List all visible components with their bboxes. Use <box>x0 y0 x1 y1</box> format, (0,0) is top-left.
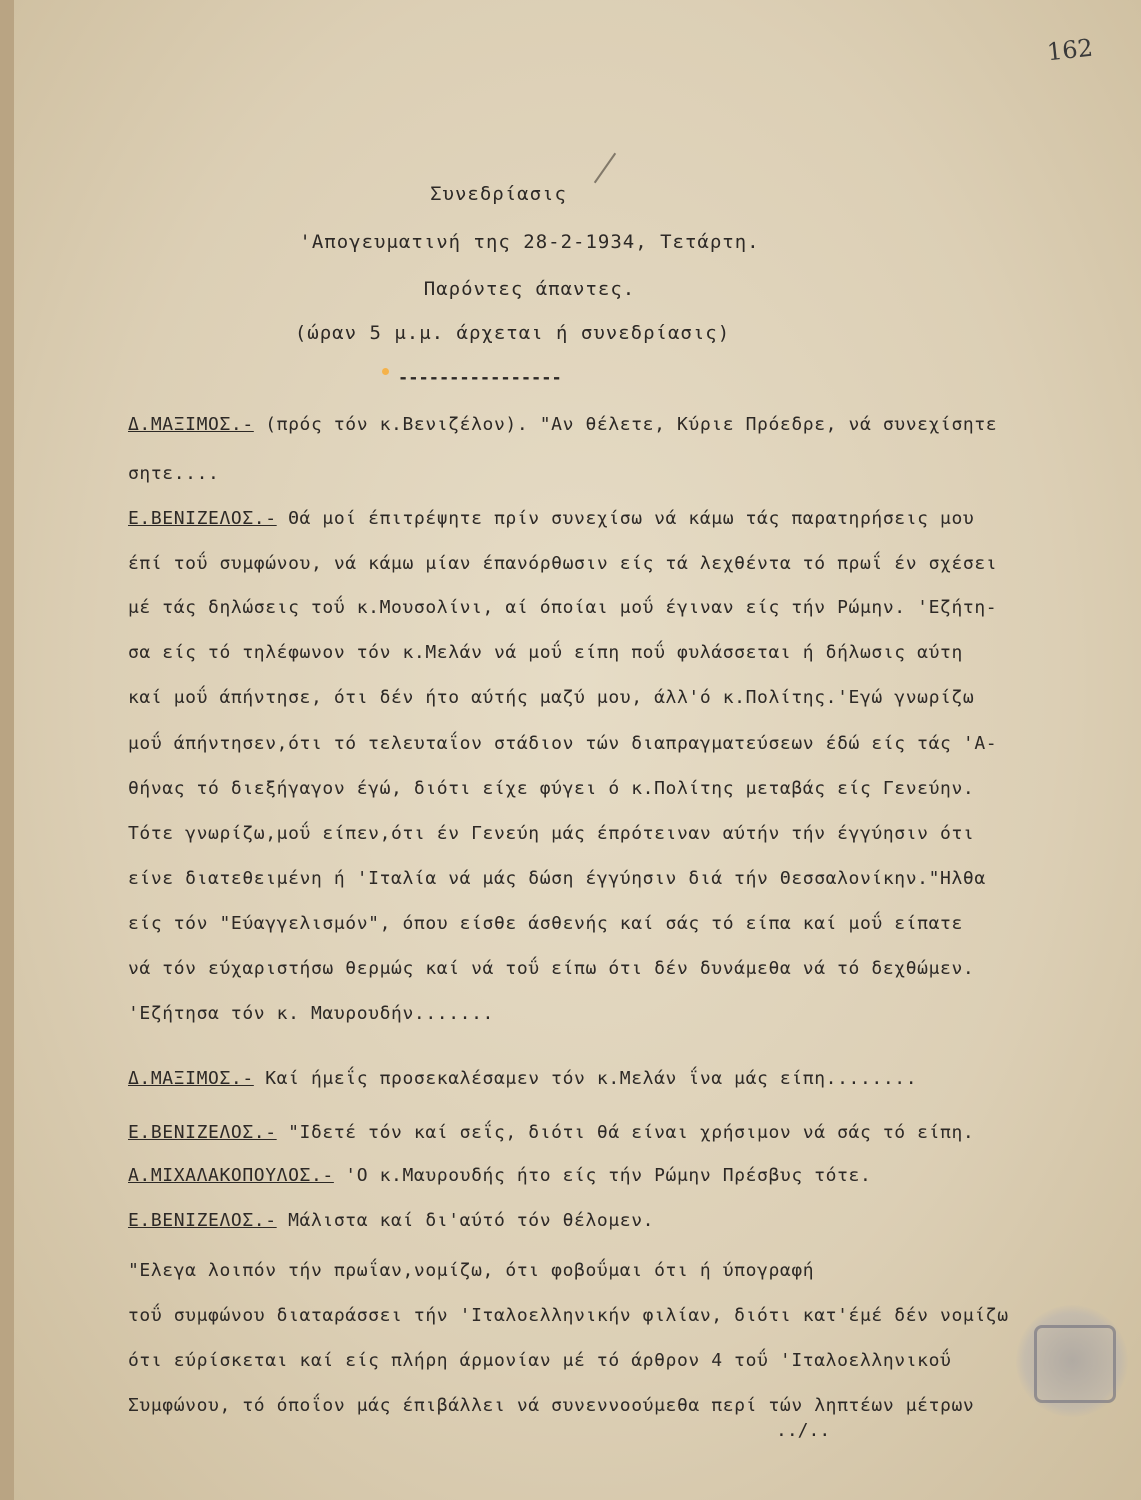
transcript-line <box>128 1068 917 1089</box>
transcript-line <box>128 1210 654 1231</box>
transcript-line <box>128 1260 814 1281</box>
speech-text: είνε διατεθειμένη ή 'Ιταλία νά μάς δώση έγγύησιν διά τήν Θεσσαλονίκην."Ηλθα <box>128 868 986 889</box>
speech-text: "Ιδετέ τόν καί σεΐς, διότι θά είναι χρήσιμον νά σάς τό είπη. <box>276 1122 975 1143</box>
speech-text: Μάλιστα καί δι'αύτό τόν θέλομεν. <box>276 1210 655 1231</box>
transcript-line <box>128 1122 974 1143</box>
transcript-line <box>128 642 963 663</box>
transcript-line <box>128 1305 1009 1326</box>
transcript-line <box>128 553 997 574</box>
speaker-name: Ε.ΒΕΝΙΖΕΛΟΣ.- <box>128 508 277 529</box>
attendance-line: Παρόντες άπαντες. <box>423 278 636 300</box>
speech-text: 'Εζήτησα τόν κ. Μαυρουδήν....... <box>128 1003 494 1024</box>
session-title: Συνεδρίασις <box>430 183 567 205</box>
separator-rule: ---------------- <box>398 368 562 388</box>
speech-text: σητε.... <box>128 463 220 484</box>
transcript-line <box>128 958 974 979</box>
transcript-line <box>128 597 997 618</box>
speech-text: μοΰ άπήντησεν,ότι τό τελευταΐον στάδιον τών διαπραγματεύσεων έδώ είς τάς 'Α- <box>128 733 998 754</box>
speech-text: τοΰ συμφώνου διαταράσσει τήν 'Ιταλοελληνικήν φιλίαν, διότι κατ'έμέ δέν νομίζω <box>128 1305 1009 1326</box>
transcript-line <box>128 687 974 708</box>
start-time-line: (ώραν 5 μ.μ. άρχεται ή συνεδρίασις) <box>294 322 731 344</box>
speech-text: 'Ο κ.Μαυρουδής ήτο είς τήν Ρώμην Πρέσβυς τότε. <box>333 1165 872 1186</box>
transcript-line <box>128 1395 974 1416</box>
speech-text: Θά μοί έπιτρέψητε πρίν συνεχίσω νά κάμω τάς παρατηρήσεις μου <box>276 508 975 529</box>
transcript-line <box>128 508 974 529</box>
transcript-line <box>128 463 220 484</box>
speech-text: έπί τοΰ συμφώνου, νά κάμω μίαν έπανόρθωσιν είς τά λεχθέντα τό πρωΐ έν σχέσει <box>128 553 998 574</box>
speaker-name: Δ.ΜΑΞΙΜΟΣ.- <box>128 414 254 435</box>
transcript-line <box>128 778 974 799</box>
speech-text: νά τόν εύχαριστήσω θερμώς καί νά τοΰ είπω ότι δέν δυνάμεθα νά τό δεχθώμεν. <box>128 958 975 979</box>
speaker-name: Ε.ΒΕΝΙΖΕΛΟΣ.- <box>128 1122 277 1143</box>
transcript-line <box>128 823 974 844</box>
speech-text: "Ελεγα λοιπόν τήν πρωΐαν,νομίζω, ότι φοβοΰμαι ότι ή ύπογραφή <box>128 1260 815 1281</box>
speech-text: Τότε γνωρίζω,μοΰ είπεν,ότι έν Γενεύη μάς έπρότειναν αύτήν τήν έγγύησιν ότι <box>128 823 975 844</box>
speaker-name: Δ.ΜΑΞΙΜΟΣ.- <box>128 1068 254 1089</box>
speech-text: θήνας τό διεξήγαγον έγώ, διότι είχε φύγει ό κ.Πολίτης μεταβάς είς Γενεύην. <box>128 778 975 799</box>
archive-stamp <box>1016 1305 1128 1417</box>
speech-text: Καί ήμεΐς προσεκαλέσαμεν τόν κ.Μελάν ΐνα μάς είπη........ <box>253 1068 918 1089</box>
speech-text: σα είς τό τηλέφωνον τόν κ.Μελάν νά μοΰ είπη ποΰ φυλάσσεται ή δήλωσις αύτη <box>128 642 963 663</box>
transcript-line <box>128 733 997 754</box>
ink-spot <box>382 368 389 375</box>
speech-text: είς τόν "Εύαγγελισμόν", όπου είσθε άσθενής καί σάς τό είπα καί μοΰ είπατε <box>128 913 963 934</box>
speech-text: καί μοΰ άπήντησε, ότι δέν ήτο αύτής μαζύ μου, άλλ'ό κ.Πολίτης.'Εγώ γνωρίζω <box>128 687 975 708</box>
speaker-name: Ε.ΒΕΝΙΖΕΛΟΣ.- <box>128 1210 277 1231</box>
transcript-line <box>128 414 997 435</box>
page-number: 162 <box>1045 33 1095 67</box>
pencil-mark <box>594 153 616 184</box>
speech-text: (πρός τόν κ.Βενιζέλον). "Αν θέλετε, Κύριε Πρόεδρε, νά συνεχίσητε <box>253 414 998 435</box>
speech-text: ότι εύρίσκεται καί είς πλήρη άρμονίαν μέ τό άρθρον 4 τοΰ 'Ιταλοελληνικοΰ <box>128 1350 952 1371</box>
transcript-line <box>128 868 986 889</box>
session-date: 'Απογευματινή της 28-2-1934, Τετάρτη. <box>299 231 760 253</box>
archive-stamp-frame <box>1034 1325 1116 1403</box>
transcript-line <box>128 1350 951 1371</box>
transcript-line <box>128 913 963 934</box>
transcript-line <box>128 1003 494 1024</box>
speaker-name: Α.ΜΙΧΑΛΑΚΟΠΟΥΛΟΣ.- <box>128 1165 334 1186</box>
speech-text: Συμφώνου, τό όποΐον μάς έπιβάλλει νά συνεννοούμεθα περί τών ληπτέων μέτρων <box>128 1395 975 1416</box>
speech-text: μέ τάς δηλώσεις τοΰ κ.Μουσολίνι, αί όποίαι μοΰ έγιναν είς τήν Ρώμην. 'Εζήτη- <box>128 597 998 618</box>
continuation-mark: ../.. <box>776 1420 831 1441</box>
transcript-line <box>128 1165 871 1186</box>
